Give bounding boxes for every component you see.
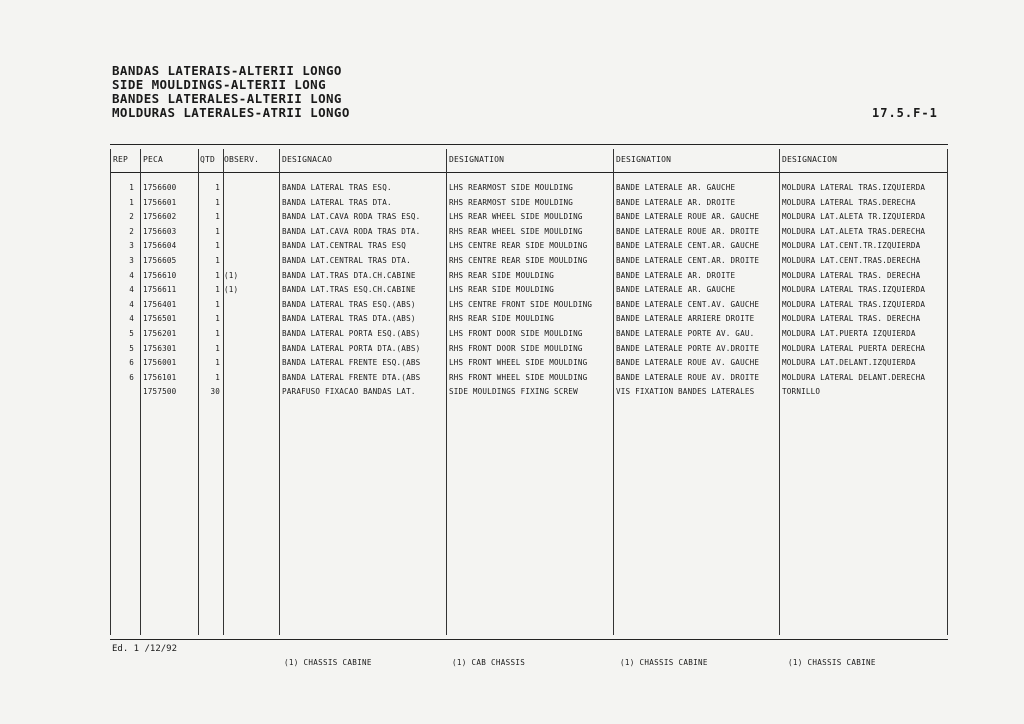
title-spanish: MOLDURAS LATERALES-ATRII LONGO [112, 105, 350, 120]
cell-peca: 1756605 [143, 256, 177, 265]
cell-qtd: 1 [215, 358, 220, 368]
cell-designacao: BANDA LATERAL TRAS DTA. [282, 197, 392, 207]
cell-peca: 1756501 [143, 314, 177, 324]
cell-designation-fr: BANDE LATERALE AR. DROITE [616, 270, 736, 280]
cell-designacao: PARAFUSO FIXACAO BANDAS LAT. [282, 387, 416, 397]
cell-designacao: BANDA LATERAL TRAS DTA.(ABS) [282, 314, 416, 324]
column-separator [140, 149, 141, 635]
header-rep: REP [113, 155, 129, 164]
cell-designacion: MOLDURA LAT.PUERTA IZQUIERDA [782, 329, 916, 338]
cell-qtd: 30 [210, 387, 220, 397]
cell-rep: 6 [129, 372, 134, 382]
header-qtd: QTD [200, 155, 216, 164]
header-observ: OBSERV. [224, 155, 260, 164]
cell-observ: (1) [224, 270, 239, 280]
document-titles [112, 64, 350, 120]
footnote-fr: (1) CHASSIS CABINE [620, 658, 708, 667]
cell-designacion: MOLDURA LATERAL TRAS. DERECHA [782, 270, 921, 280]
cell-designacion: MOLDURA LATERAL TRAS.IZQUIERDA [782, 299, 926, 309]
cell-qtd: 1 [215, 372, 220, 382]
column-separator [613, 149, 614, 635]
cell-observ: (1) [224, 285, 239, 295]
cell-designation-en: RHS FRONT DOOR SIDE MOULDING [449, 343, 583, 353]
cell-designation-en: RHS REAR WHEEL SIDE MOULDING [449, 226, 583, 236]
cell-designacao: BANDA LAT.CENTRAL TRAS DTA. [282, 256, 411, 265]
cell-designacion: MOLDURA LATERAL TRAS.IZQUIERDA [782, 285, 926, 295]
cell-peca: 1756201 [143, 329, 177, 338]
cell-peca: 1756602 [143, 212, 177, 222]
header-designation-en: DESIGNATION [449, 155, 505, 164]
cell-designation-fr: BANDE LATERALE ROUE AV. DROITE [616, 372, 760, 382]
cell-peca: 1756610 [143, 270, 177, 280]
cell-qtd: 1 [215, 241, 220, 251]
cell-designacao: BANDA LAT.TRAS ESQ.CH.CABINE [282, 285, 416, 295]
cell-designacion: MOLDURA LATERAL TRAS.IZQUIERDA [782, 183, 926, 192]
column-separator [110, 149, 111, 635]
cell-designation-en: LHS REAR WHEEL SIDE MOULDING [449, 212, 583, 222]
cell-designacion: MOLDURA LATERAL TRAS.DERECHA [782, 197, 916, 207]
cell-designacao: BANDA LATERAL FRENTE DTA.(ABS [282, 372, 421, 382]
cell-designation-fr: BANDE LATERALE CENT.AR. DROITE [616, 256, 760, 265]
cell-rep: 5 [129, 343, 134, 353]
cell-rep: 3 [129, 241, 134, 251]
cell-designation-fr: BANDE LATERALE CENT.AV. GAUCHE [616, 299, 760, 309]
cell-qtd: 1 [215, 299, 220, 309]
cell-qtd: 1 [215, 270, 220, 280]
parts-table [110, 144, 948, 640]
cell-designation-en: RHS REARMOST SIDE MOULDING [449, 197, 574, 207]
title-french: BANDES LATERALES-ALTERII LONG [112, 91, 342, 106]
cell-designation-en: RHS FRONT WHEEL SIDE MOULDING [449, 372, 588, 382]
cell-designacao: BANDA LATERAL PORTA ESQ.(ABS) [282, 329, 421, 338]
cell-designation-en: LHS CENTRE REAR SIDE MOULDING [449, 241, 588, 251]
column-separator [779, 149, 780, 635]
cell-peca: 1756301 [143, 343, 177, 353]
title-portuguese: BANDAS LATERAIS-ALTERII LONGO [112, 63, 342, 78]
cell-qtd: 1 [215, 197, 220, 207]
cell-peca: 1756401 [143, 299, 177, 309]
cell-rep: 2 [129, 212, 134, 222]
cell-rep: 5 [129, 329, 134, 338]
cell-rep: 3 [129, 256, 134, 265]
cell-designacao: BANDA LAT.CAVA RODA TRAS DTA. [282, 226, 421, 236]
cell-peca: 1756101 [143, 372, 177, 382]
cell-qtd: 1 [215, 212, 220, 222]
cell-designation-en: LHS FRONT DOOR SIDE MOULDING [449, 329, 583, 338]
cell-designation-fr: BANDE LATERALE CENT.AR. GAUCHE [616, 241, 760, 251]
cell-qtd: 1 [215, 285, 220, 295]
cell-designation-fr: BANDE LATERALE ARRIERE DROITE [616, 314, 755, 324]
cell-designation-en: LHS CENTRE FRONT SIDE MOULDING [449, 299, 593, 309]
header-divider [110, 172, 948, 173]
cell-designacao: BANDA LAT.CENTRAL TRAS ESQ [282, 241, 407, 251]
cell-peca: 1756601 [143, 197, 177, 207]
column-separator [279, 149, 280, 635]
cell-designacao: BANDA LAT.CAVA RODA TRAS ESQ. [282, 212, 421, 222]
cell-qtd: 1 [215, 183, 220, 192]
cell-designacao: BANDA LATERAL PORTA DTA.(ABS) [282, 343, 421, 353]
column-separator [223, 149, 224, 635]
cell-peca: 1756603 [143, 226, 177, 236]
cell-designation-fr: BANDE LATERALE AR. GAUCHE [616, 183, 736, 192]
footnote-en: (1) CAB CHASSIS [452, 658, 526, 667]
cell-rep: 1 [129, 183, 134, 192]
cell-peca: 1756604 [143, 241, 177, 251]
cell-designacion: MOLDURA LATERAL PUERTA DERECHA [782, 343, 926, 353]
cell-rep: 4 [129, 314, 134, 324]
header-peca: PECA [143, 155, 164, 164]
cell-designation-en: SIDE MOULDINGS FIXING SCREW [449, 387, 578, 397]
cell-designation-fr: BANDE LATERALE PORTE AV. GAU. [616, 329, 755, 338]
cell-designacao: BANDA LATERAL TRAS ESQ. [282, 183, 392, 192]
cell-designacion: MOLDURA LAT.CENT.TRAS.DERECHA [782, 256, 921, 265]
cell-peca: 1756001 [143, 358, 177, 368]
header-designacion: DESIGNACION [782, 155, 838, 164]
cell-designation-en: LHS REARMOST SIDE MOULDING [449, 183, 574, 192]
cell-designation-en: LHS REAR SIDE MOULDING [449, 285, 554, 295]
cell-designacion: MOLDURA LAT.ALETA TR.IZQUIERDA [782, 212, 926, 222]
footnote-es: (1) CHASSIS CABINE [788, 658, 876, 667]
header-designacao: DESIGNACAO [282, 155, 333, 164]
cell-designation-fr: BANDE LATERALE ROUE AV. GAUCHE [616, 358, 760, 368]
cell-peca: 1757500 [143, 387, 177, 397]
column-separator [947, 149, 948, 635]
footnote-pt: (1) CHASSIS CABINE [284, 658, 372, 667]
column-separator [446, 149, 447, 635]
cell-designacion: MOLDURA LATERAL TRAS. DERECHA [782, 314, 921, 324]
cell-designation-fr: BANDE LATERALE AR. DROITE [616, 197, 736, 207]
page-reference: 17.5.F-1 [872, 106, 938, 120]
cell-qtd: 1 [215, 256, 220, 265]
cell-qtd: 1 [215, 314, 220, 324]
cell-designation-fr: BANDE LATERALE PORTE AV.DROITE [616, 343, 760, 353]
cell-designation-fr: BANDE LATERALE AR. GAUCHE [616, 285, 736, 295]
cell-designation-en: RHS REAR SIDE MOULDING [449, 314, 554, 324]
cell-designacion: MOLDURA LAT.DELANT.IZQUIERDA [782, 358, 916, 368]
cell-rep: 4 [129, 270, 134, 280]
cell-qtd: 1 [215, 343, 220, 353]
cell-rep: 2 [129, 226, 134, 236]
cell-rep: 6 [129, 358, 134, 368]
cell-qtd: 1 [215, 329, 220, 338]
cell-designation-en: RHS REAR SIDE MOULDING [449, 270, 554, 280]
cell-designacao: BANDA LAT.TRAS DTA.CH.CABINE [282, 270, 416, 280]
cell-designacao: BANDA LATERAL FRENTE ESQ.(ABS [282, 358, 421, 368]
cell-designacion: MOLDURA LAT.ALETA TRAS.DERECHA [782, 226, 926, 236]
cell-designation-fr: BANDE LATERALE ROUE AR. GAUCHE [616, 212, 760, 222]
cell-peca: 1756600 [143, 183, 177, 192]
cell-designacion: MOLDURA LAT.CENT.TR.IZQUIERDA [782, 241, 921, 251]
cell-designacion: TORNILLO [782, 387, 821, 397]
edition-date: Ed. 1 /12/92 [112, 644, 178, 654]
title-english: SIDE MOULDINGS-ALTERII LONG [112, 77, 326, 92]
cell-qtd: 1 [215, 226, 220, 236]
cell-rep: 1 [129, 197, 134, 207]
header-designation-fr: DESIGNATION [616, 155, 672, 164]
cell-designation-en: LHS FRONT WHEEL SIDE MOULDING [449, 358, 588, 368]
cell-designation-en: RHS CENTRE REAR SIDE MOULDING [449, 256, 588, 265]
cell-designacion: MOLDURA LATERAL DELANT.DERECHA [782, 372, 926, 382]
cell-rep: 4 [129, 285, 134, 295]
cell-designation-fr: BANDE LATERALE ROUE AR. DROITE [616, 226, 760, 236]
cell-peca: 1756611 [143, 285, 177, 295]
cell-designacao: BANDA LATERAL TRAS ESQ.(ABS) [282, 299, 416, 309]
cell-designation-fr: VIS FIXATION BANDES LATERALES [616, 387, 755, 397]
cell-rep: 4 [129, 299, 134, 309]
